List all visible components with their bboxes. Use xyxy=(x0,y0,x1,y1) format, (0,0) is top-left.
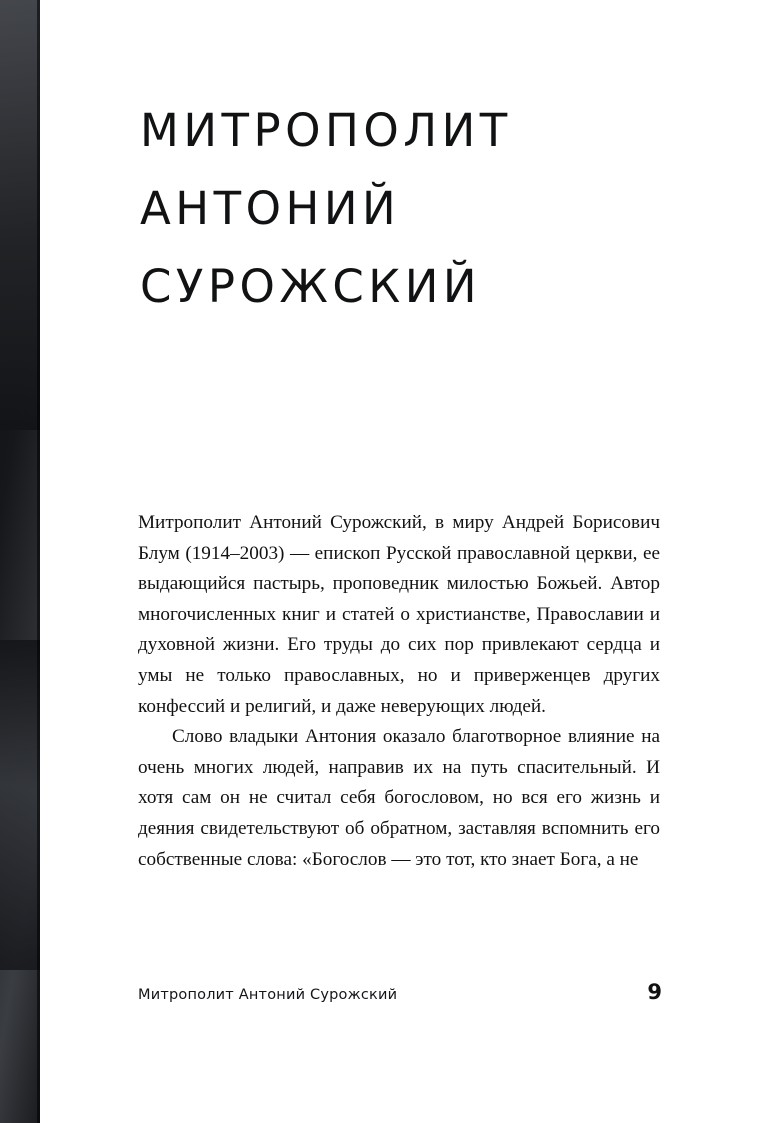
page-content xyxy=(138,0,662,1123)
scan-gutter-shadow xyxy=(0,0,40,1123)
gutter-edge xyxy=(37,0,40,1123)
paragraph-1: Митрополит Антоний Сурожский, в миру Андрей Борисович Блум (1914–2003) — епископ Русской православной церкви, ее выдающийся пастырь, проповедник милостью Божьей. Автор многочисленных книг и статей о христианстве, Православии и духовной жизни. Его труды до сих пор привлекают сердца и умы не только православных, но и приверженцев других конфессий и религий, и даже неверующих людей. xyxy=(138,512,660,717)
title-line-3: СУРОЖСКИЙ xyxy=(140,260,482,313)
gutter-shade-bottom xyxy=(0,640,40,970)
paragraph-2: Слово владыки Антония оказало благотворное влияние на очень многих людей, направив их на путь спасительный. И хотя сам он не считал себя богословом, но вся его жизнь и деяния свидетельствуют об обратном, заставляя вспомнить его собственные слова: «Богослов — это тот, кто знает Бога, а не xyxy=(138,726,660,870)
body-text xyxy=(138,508,660,875)
page-footer xyxy=(138,980,662,1004)
running-title: Митрополит Антоний Сурожский xyxy=(138,987,398,1003)
page-number: 9 xyxy=(647,980,662,1004)
gutter-shade-top xyxy=(0,0,40,430)
title-line-2: АНТОНИЙ xyxy=(140,182,401,235)
page-title xyxy=(138,92,662,326)
title-line-1: МИТРОПОЛИТ xyxy=(140,104,512,157)
